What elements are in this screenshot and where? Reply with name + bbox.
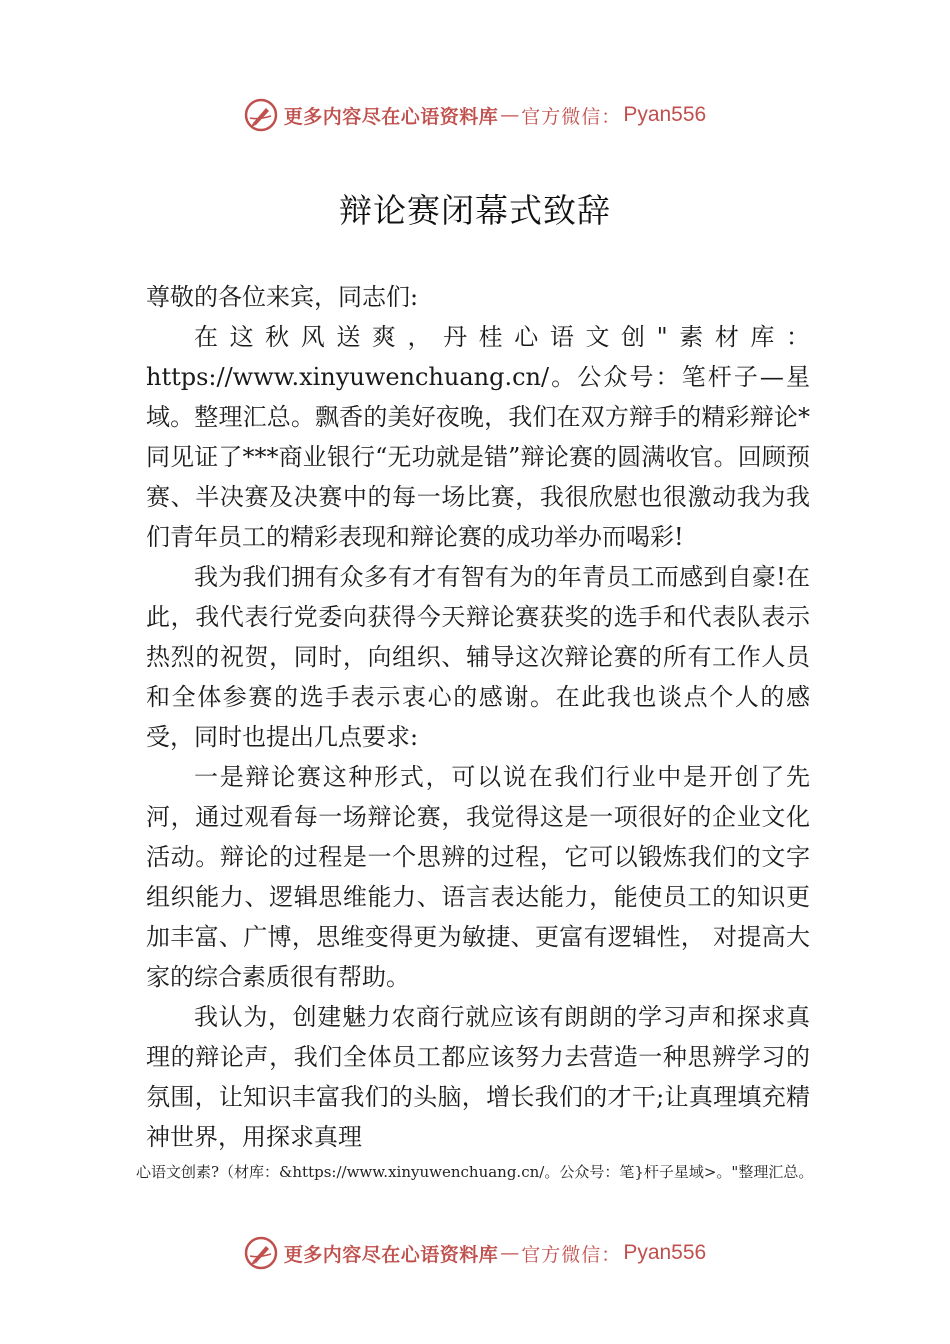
banner-wechat-id: Pyan556 (623, 103, 707, 126)
banner-wechat-label: 官方微信： (521, 1243, 622, 1266)
banner-dash: — (500, 104, 520, 126)
document-title: 辩论赛闭幕式致辞 (339, 191, 611, 230)
banner-dash: — (500, 1242, 520, 1264)
salutation: 尊敬的各位来宾，同志们: (146, 283, 419, 311)
paragraph: 一是辩论赛这种形式，可以说在我们行业中是开创了先河，通过观看每一场辩论赛，我觉得这是一项很好的企业文化活动。辩论的过程是一个思辨的过程，它可以锻炼我们的文字组织能力、逻辑思维能力、语言表达能力，能使员工的知识更加丰富、广博，思维变得更为敏捷、更富有逻辑性， 对提高大家的综合素质很有帮助。 (146, 763, 810, 991)
paragraph: 我认为，创建魅力农商行就应该有朗朗的学习声和探求真理的辩论声，我们全体员工都应该努力去营造一种思辨学习的氛围，让知识丰富我们的头脑，增长我们的才干;让真理填充精神世界，用探求真理 (146, 1003, 810, 1151)
paragraph: 在这秋风送爽，丹桂心语文创"素材库：https://www.xinyuwenchuang.cn/。公众号：笔杆子—星域。整理汇总。飘香的美好夜晚，我们在双方辩手的精彩辩论*同见证了***商业银行“无功就是错”辩论赛的圆满收官。回顾预赛、半决赛及决赛中的每一场比赛，我很欣慰也很激动我为我们青年员工的精彩表现和辩论赛的成功举办而喝彩! (146, 323, 810, 551)
pen-logo-icon (244, 1236, 278, 1270)
pen-logo-icon (244, 98, 278, 132)
banner-main-text: 更多内容尽在心语资料库 (283, 1243, 499, 1266)
footnote: 心语文创素?（材库：&https://www.xinyuwenchuang.cn/。公众号：笔}杆子星域>。"整理汇总。 (136, 1163, 814, 1181)
paragraph: 我为我们拥有众多有才有智有为的年青员工而感到自豪!在此，我代表行党委向获得今天辩论赛获奖的选手和代表队表示热烈的祝贺，同时，向组织、辅导这次辩论赛的所有工作人员和全体参赛的选手表示衷心的感谢。在此我也谈点个人的感受，同时也提出几点要求: (146, 563, 810, 751)
banner-main-text: 更多内容尽在心语资料库 (283, 105, 499, 128)
footer-banner (0, 1233, 950, 1273)
banner-wechat-label: 官方微信： (521, 105, 622, 128)
banner-wechat-id: Pyan556 (623, 1241, 707, 1264)
document-body (146, 277, 810, 1157)
header-banner (0, 95, 950, 135)
